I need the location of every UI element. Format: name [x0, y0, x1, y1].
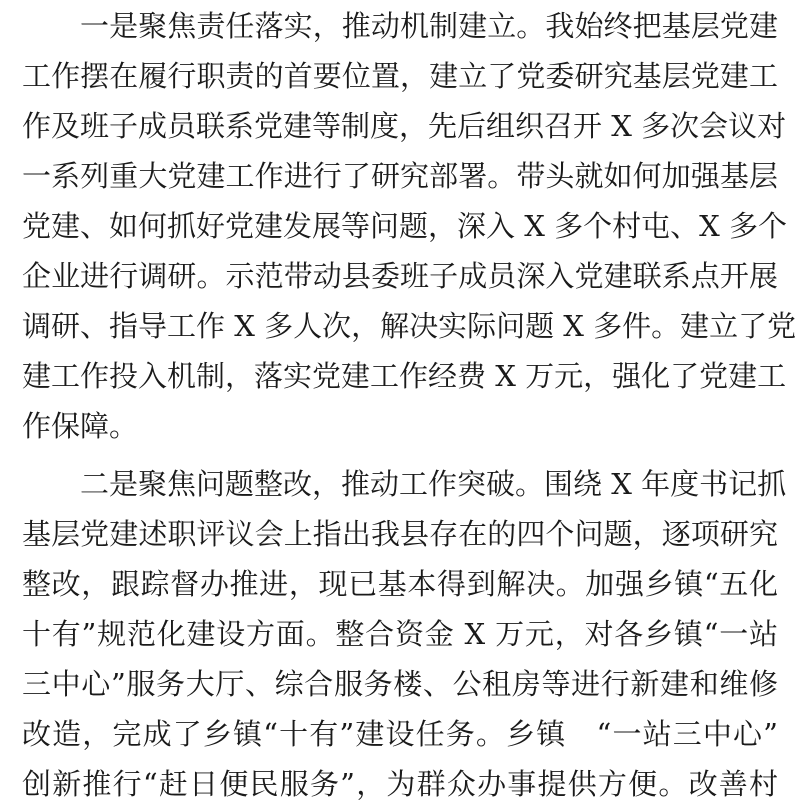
paragraph-2-line-7: 创新推行“赶日便民服务”，为群众办事提供方便。改善村 — [22, 767, 778, 800]
paragraph-1-line-4: 一系列重大党建工作进行了研究部署。带头就如何加强基层 — [22, 159, 778, 193]
paragraph-1-line-3: 作及班子成员联系党建等制度，先后组织召开 X 多次会议对 — [22, 109, 787, 143]
paragraph-1-line-2: 工作摆在履行职责的首要位置，建立了党委研究基层党建工 — [22, 59, 778, 93]
paragraph-1-line-5: 党建、如何抓好党建发展等问题，深入 X 多个村屯、X 多个 — [22, 209, 787, 243]
paragraph-2-line-5: 三中心”服务大厅、综合服务楼、公租房等进行新建和维修 — [22, 667, 778, 701]
paragraph-2-line-4: 十有”规范化建设方面。整合资金 X 万元，对各乡镇“一站 — [22, 617, 778, 651]
paragraph-2-line-1: 二是聚焦问题整改，推动工作突破。围绕 X 年度书记抓 — [80, 467, 787, 501]
paragraph-1-line-6: 企业进行调研。示范带动县委班子成员深入党建联系点开展 — [22, 259, 778, 293]
paragraph-2-line-6: 改造，完成了乡镇“十有”建设任务。乡镇 “一站三中心” — [22, 717, 778, 751]
paragraph-1-line-1: 一是聚焦责任落实，推动机制建立。我始终把基层党建 — [80, 9, 778, 43]
paragraph-2-line-2: 基层党建述职评议会上指出我县存在的四个问题，逐项研究 — [22, 517, 778, 551]
paragraph-2-line-3: 整改，跟踪督办推进，现已基本得到解决。加强乡镇“五化 — [22, 567, 778, 601]
paragraph-1-line-7: 调研、指导工作 X 多人次，解决实际问题 X 多件。建立了党 — [22, 309, 797, 343]
paragraph-1-line-8: 建工作投入机制，落实党建工作经费 X 万元，强化了党建工 — [22, 359, 787, 393]
paragraph-1-line-9: 作保障。 — [22, 409, 139, 443]
